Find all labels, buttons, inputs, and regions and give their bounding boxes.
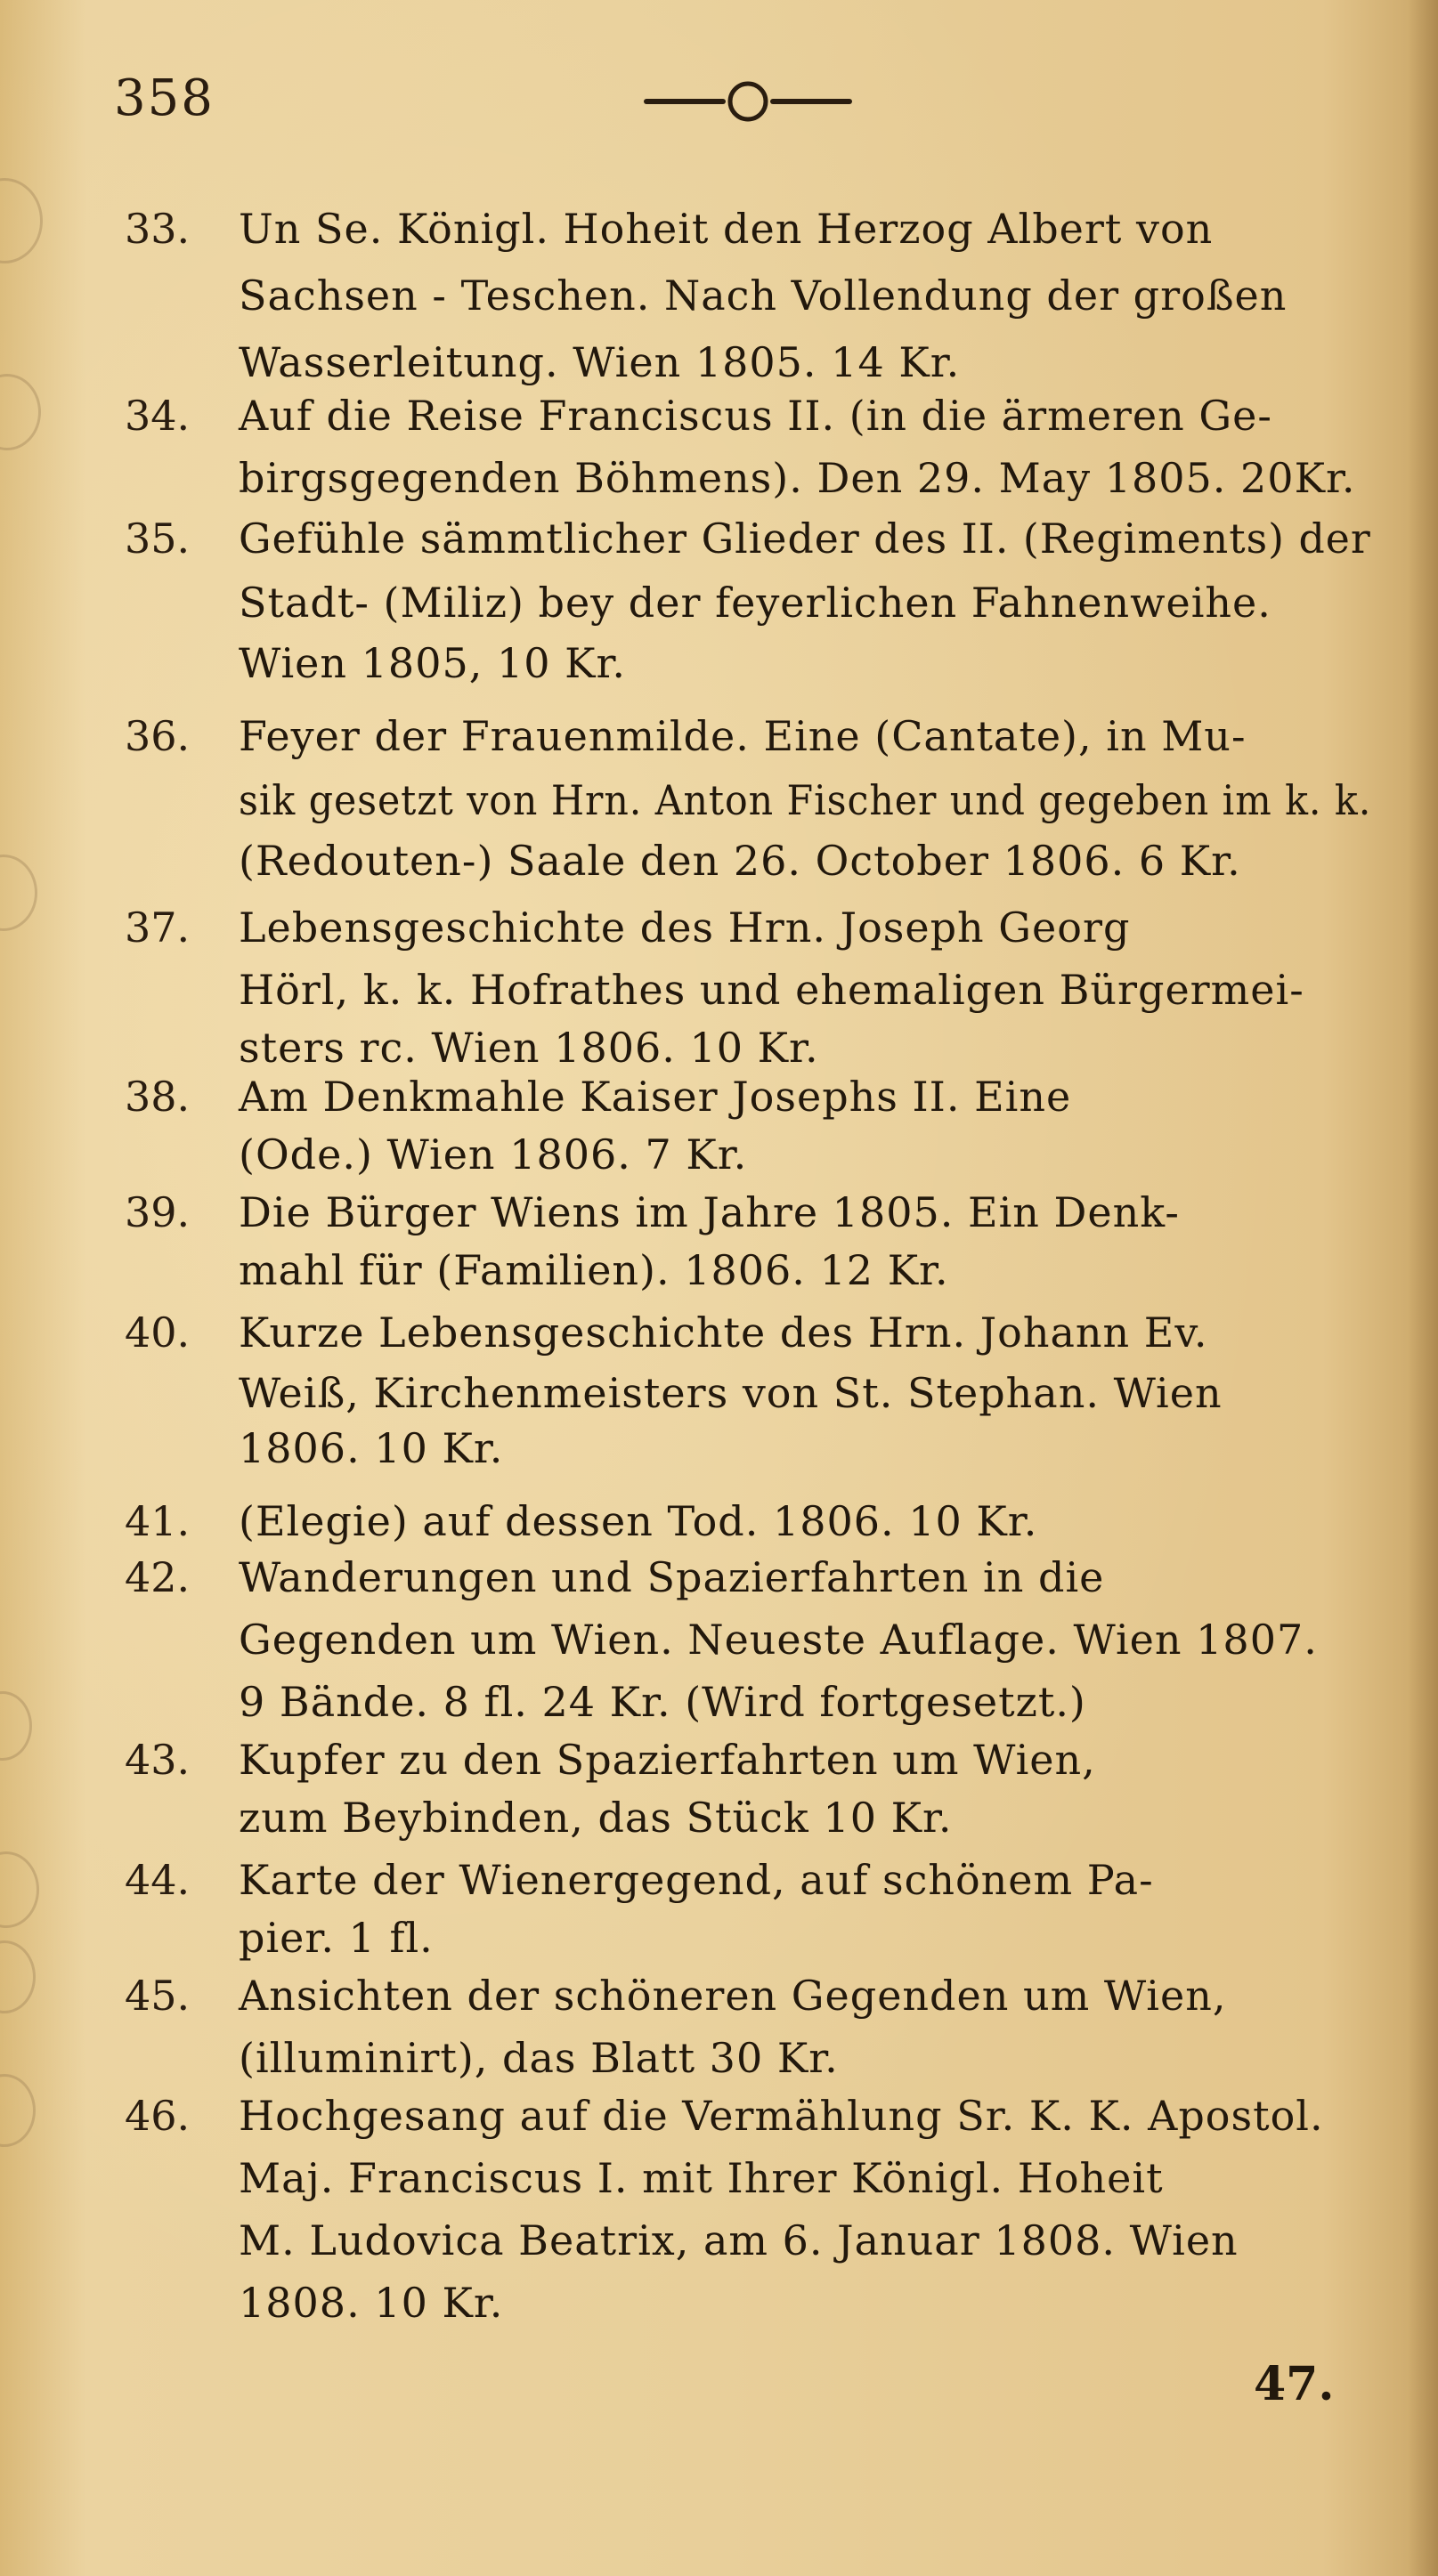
entry-text-line: Karte der Wienergegend, auf schönem Pa- <box>239 1856 1154 1904</box>
entry-number: 42. <box>125 1553 191 1601</box>
entry-text-line: Gegenden um Wien. Neueste Auflage. Wien 1807. <box>239 1616 1318 1664</box>
entry-number: 41. <box>125 1497 191 1545</box>
entry-text-line: Wasserleitung. Wien 1805. 14 Kr. <box>239 338 961 386</box>
entry-text-line: Stadt- (Miliz) bey der feyerlichen Fahnenweihe. <box>239 579 1271 627</box>
entry-text-line: (Elegie) auf dessen Tod. 1806. 10 Kr. <box>239 1497 1038 1545</box>
entry-number: 44. <box>125 1856 191 1904</box>
entry-text-line: Lebensgeschichte des Hrn. Joseph Georg <box>239 903 1131 952</box>
entry-number: 38. <box>125 1073 191 1121</box>
entry-text-line: mahl für (Familien). 1806. 12 Kr. <box>239 1246 949 1294</box>
entry-text-line: (Redouten-) Saale den 26. October 1806. 6 Kr. <box>239 837 1241 885</box>
entry-number: 39. <box>125 1188 191 1236</box>
entry-text-line: Ansichten der schöneren Gegenden um Wien, <box>239 1972 1227 2020</box>
entry-text-line: Am Denkmahle Kaiser Josephs II. Eine <box>239 1073 1072 1121</box>
entry-text-line: Kurze Lebensgeschichte des Hrn. Johann Ev. <box>239 1308 1208 1357</box>
entry-text-line: Feyer der Frauenmilde. Eine (Cantate), in Mu- <box>239 712 1247 760</box>
entry-text-line: (Ode.) Wien 1806. 7 Kr. <box>239 1130 748 1179</box>
entry-text-line: Auf die Reise Franciscus II. (in die ärmeren Ge- <box>239 392 1272 440</box>
entry-number: 33. <box>125 205 191 253</box>
entry-text-line: sters rc. Wien 1806. 10 Kr. <box>239 1024 819 1072</box>
entry-text-line: Hörl, k. k. Hofrathes und ehemaligen Bürgermei- <box>239 966 1304 1014</box>
entry-number: 37. <box>125 903 191 952</box>
entry-text-line: pier. 1 fl. <box>239 1914 434 1962</box>
entry-text-line: 9 Bände. 8 fl. 24 Kr. (Wird fortgesetzt.) <box>239 1678 1086 1726</box>
entry-text-line: Maj. Franciscus I. mit Ihrer Königl. Hoheit <box>239 2154 1164 2202</box>
entry-number: 46. <box>125 2092 191 2140</box>
entry-text-line: M. Ludovica Beatrix, am 6. Januar 1808. Wien <box>239 2216 1239 2264</box>
entry-number: 34. <box>125 392 191 440</box>
entry-text-line: birgsgegenden Böhmens). Den 29. May 1805. 20Kr. <box>239 454 1356 502</box>
entry-text-line: Weiß, Kirchenmeisters von St. Stephan. Wien <box>239 1369 1223 1417</box>
entry-text-line: Wanderungen und Spazierfahrten in die <box>239 1553 1105 1601</box>
entry-text-line: sik gesetzt von Hrn. Anton Fischer und gegeben im k. k. <box>239 776 1372 824</box>
entry-text-line: zum Beybinden, das Stück 10 Kr. <box>239 1794 953 1842</box>
entry-number: 35. <box>125 514 191 563</box>
entry-number: 40. <box>125 1308 191 1357</box>
entry-number: 36. <box>125 712 191 760</box>
entry-text-line: Un Se. Königl. Hoheit den Herzog Albert von <box>239 205 1214 253</box>
entry-number: 43. <box>125 1736 191 1784</box>
page-number: 358 <box>114 69 215 127</box>
entry-text-line: Gefühle sämmtlicher Glieder des II. (Regiments) der <box>239 514 1371 563</box>
entry-text-line: Sachsen - Teschen. Nach Vollendung der großen <box>239 271 1288 320</box>
catchword: 47. <box>1254 2357 1335 2411</box>
entry-text-line: (illuminirt), das Blatt 30 Kr. <box>239 2034 839 2082</box>
entry-text-line: Hochgesang auf die Vermählung Sr. K. K. Apostol. <box>239 2092 1324 2140</box>
entry-number: 45. <box>125 1972 191 2020</box>
entry-text-line: Wien 1805, 10 Kr. <box>239 639 627 687</box>
entry-text-line: 1806. 10 Kr. <box>239 1424 504 1472</box>
entry-text-line: 1808. 10 Kr. <box>239 2279 504 2327</box>
entry-text-line: Die Bürger Wiens im Jahre 1805. Ein Denk- <box>239 1188 1180 1236</box>
entry-text-line: Kupfer zu den Spazierfahrten um Wien, <box>239 1736 1096 1784</box>
